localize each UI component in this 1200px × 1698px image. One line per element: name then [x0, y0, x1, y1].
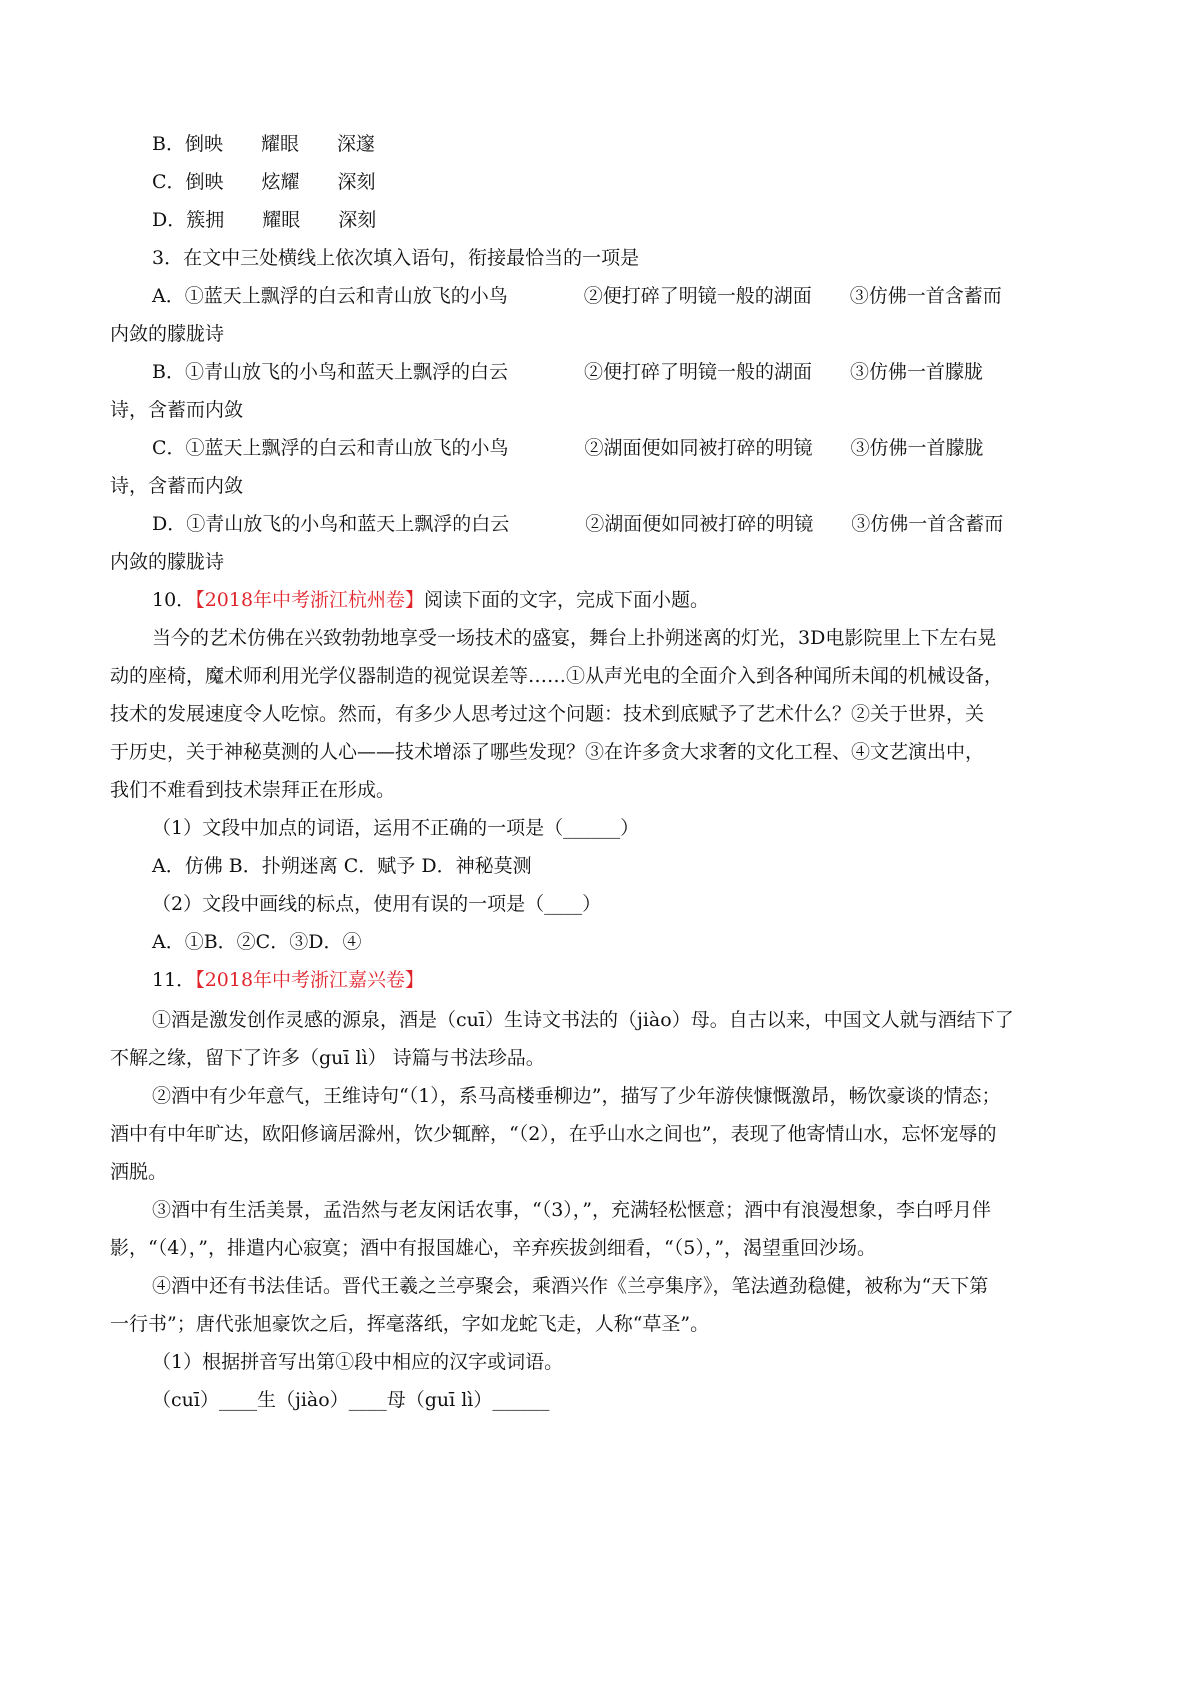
- q10-passage-line3: 技术的发展速度令人吃惊。然而，有多少人思考过这个问题：技术到底赋予了艺术什么？②关于世界，关: [110, 703, 985, 725]
- q10-passage-line4: 于历史，关于神秘莫测的人心——技术增添了哪些发现？③在许多贪大求奢的文化工程、④文艺演出中，: [110, 741, 985, 763]
- q11-sub1-stem: （1）根据拼音写出第①段中相应的汉字或词语。: [152, 1351, 564, 1373]
- q9-option-b: B．倒映 耀眼 深邃: [152, 133, 375, 155]
- q9-sub3-option-a-line2: 内敛的朦胧诗: [110, 323, 225, 345]
- q11-number: 11．: [152, 969, 196, 991]
- q10-number: 10．: [152, 589, 196, 611]
- q11-para2-line3: 洒脱。: [110, 1161, 168, 1183]
- q10-source: 【2018年中考浙江杭州卷】: [195, 589, 425, 611]
- q10-sub1-stem: （1）文段中加点的词语，运用不正确的一项是（______）: [152, 817, 640, 839]
- q11-para3-line1: ③酒中有生活美景，孟浩然与老友闲话农事，“（3），”，充满轻松惬意；酒中有浪漫想象，李白呼月伴: [152, 1199, 992, 1221]
- q11-para2-line1: ②酒中有少年意气，王维诗句“（1），系马高楼垂柳边”，描写了少年游侠慷慨激昂，畅饮豪谈的情态；: [152, 1085, 1001, 1107]
- q11-para4-line2: 一行书”；唐代张旭豪饮之后，挥毫落纸，字如龙蛇飞走，人称“草圣”。: [110, 1313, 710, 1335]
- q9-sub3-stem: 3．在文中三处横线上依次填入语句，衔接最恰当的一项是: [152, 247, 640, 269]
- q10-sub1-options: A．仿佛 B．扑朔迷离 C．赋予 D．神秘莫测: [152, 855, 532, 877]
- q10-instruction: 阅读下面的文字，完成下面小题。: [424, 589, 710, 611]
- q9-sub3-option-d-line1: D．①青山放飞的小鸟和蓝天上飘浮的白云 ②湖面便如同被打碎的明镜 ③仿佛一首含蓄而: [152, 513, 1004, 535]
- q9-sub3-option-c-line1: C．①蓝天上飘浮的白云和青山放飞的小鸟 ②湖面便如同被打碎的明镜 ③仿佛一首朦胧: [152, 437, 984, 459]
- q9-option-d: D．簇拥 耀眼 深刻: [152, 209, 377, 231]
- q11-para4-line1: ④酒中还有书法佳话。晋代王羲之兰亭聚会，乘酒兴作《兰亭集序》，笔法遒劲稳健，被称为“天下第: [152, 1275, 989, 1297]
- q9-sub3-option-b-line1: B．①青山放飞的小鸟和蓝天上飘浮的白云 ②便打碎了明镜一般的湖面 ③仿佛一首朦胧: [152, 361, 983, 383]
- q11-header: [152, 966, 1100, 994]
- q9-sub3-option-d-line2: 内敛的朦胧诗: [110, 551, 225, 573]
- q11-para3-line2: 影，“（4），”，排遣内心寂寞；酒中有报国雄心，辛弃疾拔剑细看，“（5），”，渴望重回沙场。: [110, 1237, 877, 1259]
- q9-sub3-option-a-line1: A．①蓝天上飘浮的白云和青山放飞的小鸟 ②便打碎了明镜一般的湖面 ③仿佛一首含蓄而: [152, 285, 1002, 307]
- q11-sub1-blanks: （cuī）____生（jiào）____母（guī lì）______: [152, 1389, 550, 1411]
- q10-passage-line1: 当今的艺术仿佛在兴致勃勃地享受一场技术的盛宴，舞台上扑朔迷离的灯光，3D电影院里上下左右晃: [152, 627, 997, 649]
- q9-option-c: C．倒映 炫耀 深刻: [152, 171, 376, 193]
- q10-passage-line5: 我们不难看到技术崇拜正在形成。: [110, 779, 396, 801]
- q10-sub2-options: A．①B．②C．③D．④: [152, 931, 362, 953]
- q9-sub3-option-b-line2: 诗，含蓄而内敛: [110, 399, 244, 421]
- q10-sub2-stem: （2）文段中画线的标点，使用有误的一项是（____）: [152, 893, 602, 915]
- q11-para2-line2: 酒中有中年旷达，欧阳修谪居滁州，饮少辄醉，“（2），在乎山水之间也”，表现了他寄情山水，忘怀宠辱的: [110, 1123, 997, 1145]
- q11-para1-line1: ①酒是激发创作灵感的源泉，酒是（cuī）生诗文书法的（jiào）母。自古以来，中国文人就与酒结下了: [152, 1009, 1014, 1031]
- q11-source: 【2018年中考浙江嘉兴卷】: [195, 969, 425, 991]
- q11-para1-line2: 不解之缘，留下了许多（guī lì） 诗篇与书法珍品。: [110, 1047, 545, 1069]
- q10-header: [152, 586, 1100, 614]
- q10-passage-line2: 动的座椅，魔术师利用光学仪器制造的视觉误差等……①从声光电的全面介入到各种闻所未闻的机械设备，: [110, 665, 1004, 687]
- q9-sub3-option-c-line2: 诗，含蓄而内敛: [110, 475, 244, 497]
